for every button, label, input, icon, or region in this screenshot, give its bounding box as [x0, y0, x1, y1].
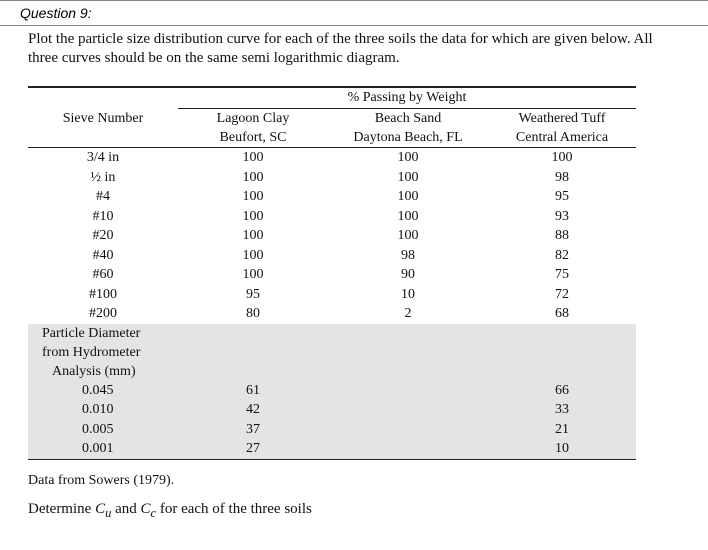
- particle-diameter-cell: 0.001: [28, 439, 178, 459]
- beach-sand-name: Beach Sand: [374, 111, 442, 126]
- beach-sand-cell: 2: [404, 306, 412, 321]
- sieve-number-cell: #4: [96, 189, 110, 204]
- sieve-number-cell: #200: [89, 306, 117, 321]
- column-header-lagoon-clay: [178, 109, 328, 148]
- lagoon-clay-cell: 27: [178, 439, 328, 459]
- cu-subscript: u: [105, 506, 112, 520]
- table-top-left: [28, 87, 178, 109]
- weathered-tuff-location: Central America: [515, 130, 609, 145]
- weathered-tuff-cell: 10: [488, 439, 636, 459]
- table-row: [28, 187, 636, 207]
- beach-sand-cell: [328, 439, 488, 459]
- lagoon-clay-cell: 100: [242, 228, 264, 243]
- cu-symbol: C: [95, 501, 106, 517]
- task-text: for each of the three soils: [156, 501, 312, 517]
- weathered-tuff-cell: 88: [555, 228, 569, 243]
- lagoon-clay-cell: 100: [242, 150, 264, 165]
- sieve-rows: [28, 148, 636, 324]
- beach-sand-cell: 100: [397, 169, 419, 185]
- data-source: Data from Sowers (1979).: [28, 473, 175, 488]
- task-statement: [28, 501, 312, 521]
- data-table: [28, 86, 636, 460]
- hydrometer-label-line: Particle Diameter: [42, 325, 141, 341]
- lagoon-clay-cell: 42: [178, 400, 328, 420]
- weathered-tuff-cell: 93: [555, 208, 569, 224]
- particle-diameter-cell: 0.005: [28, 420, 178, 440]
- beach-sand-cell: 90: [401, 267, 415, 282]
- beach-sand-cell: 100: [397, 208, 419, 224]
- table-row: [28, 439, 636, 459]
- beach-sand-cell: [328, 381, 488, 401]
- sieve-number-cell: #20: [92, 228, 114, 243]
- hydrometer-label-line: from Hydrometer: [42, 344, 141, 360]
- table-row: [28, 304, 636, 324]
- beach-sand-cell: [328, 420, 488, 440]
- question-header: [0, 0, 708, 26]
- column-header-beach-sand: [328, 109, 488, 148]
- beach-sand-cell: 98: [401, 247, 415, 263]
- lagoon-clay-cell: 61: [178, 381, 328, 401]
- lagoon-clay-cell: 95: [246, 286, 260, 302]
- cc-symbol: C: [140, 501, 151, 517]
- table-row: [28, 207, 636, 227]
- sieve-number-cell: #60: [92, 267, 114, 282]
- column-header-weathered-tuff: [488, 109, 636, 148]
- hydrometer-label: [28, 324, 178, 381]
- beach-sand-cell: [328, 400, 488, 420]
- sieve-number-cell: #10: [92, 208, 114, 224]
- beach-sand-cell: 100: [397, 228, 419, 243]
- particle-diameter-cell: 0.045: [28, 381, 178, 401]
- beach-sand-cell: 10: [401, 286, 415, 302]
- table-row: [28, 226, 636, 246]
- beach-sand-cell: 100: [397, 189, 419, 204]
- weathered-tuff-cell: 66: [488, 381, 636, 401]
- lagoon-clay-cell: 100: [242, 169, 264, 185]
- lagoon-clay-location: Beufort, SC: [219, 130, 287, 145]
- hydrometer-label-line: Analysis (mm): [52, 363, 136, 379]
- weathered-tuff-cell: 95: [555, 189, 569, 204]
- cc-subscript: c: [150, 506, 157, 520]
- data-table-container: [28, 86, 636, 460]
- table-row: [28, 400, 636, 420]
- lagoon-clay-cell: 80: [246, 306, 260, 321]
- table-row: [28, 265, 636, 285]
- hydrometer-rows: [28, 324, 636, 460]
- sieve-number-cell: #100: [89, 286, 117, 302]
- table-row: [28, 148, 636, 168]
- column-header-sieve: Sieve Number: [28, 109, 178, 148]
- sieve-number-cell: #40: [92, 247, 114, 263]
- beach-sand-cell: 100: [397, 150, 419, 165]
- weathered-tuff-cell: 100: [551, 150, 573, 165]
- weathered-tuff-cell: 72: [555, 286, 569, 302]
- lagoon-clay-name: Lagoon Clay: [216, 111, 290, 126]
- group-header: % Passing by Weight: [178, 87, 636, 109]
- question-label: Question 9:: [20, 5, 92, 21]
- weathered-tuff-cell: 68: [555, 306, 569, 321]
- table-row: [28, 381, 636, 401]
- question-intro: Plot the particle size distribution curve for each of the three soils the data for which are given below. All three curves should be on the same semi logarithmic diagram.: [28, 31, 653, 66]
- weathered-tuff-name: Weathered Tuff: [518, 111, 606, 126]
- weathered-tuff-cell: 21: [488, 420, 636, 440]
- lagoon-clay-cell: 100: [242, 189, 264, 204]
- table-row: [28, 420, 636, 440]
- sieve-number-cell: 3/4 in: [86, 150, 120, 165]
- lagoon-clay-cell: 100: [242, 247, 264, 263]
- lagoon-clay-cell: 37: [178, 420, 328, 440]
- particle-diameter-cell: 0.010: [28, 400, 178, 420]
- table-row: [28, 246, 636, 266]
- weathered-tuff-cell: 82: [555, 247, 569, 263]
- lagoon-clay-cell: 100: [242, 267, 264, 282]
- sieve-number-cell: ½ in: [90, 169, 116, 185]
- lagoon-clay-cell: 100: [242, 208, 264, 224]
- table-row: [28, 168, 636, 188]
- beach-sand-location: Daytona Beach, FL: [353, 130, 463, 145]
- weathered-tuff-cell: 33: [488, 400, 636, 420]
- table-row: [28, 285, 636, 305]
- weathered-tuff-cell: 75: [555, 267, 569, 282]
- task-text: Determine: [28, 501, 96, 517]
- weathered-tuff-cell: 98: [555, 169, 569, 185]
- task-text: and: [111, 501, 141, 517]
